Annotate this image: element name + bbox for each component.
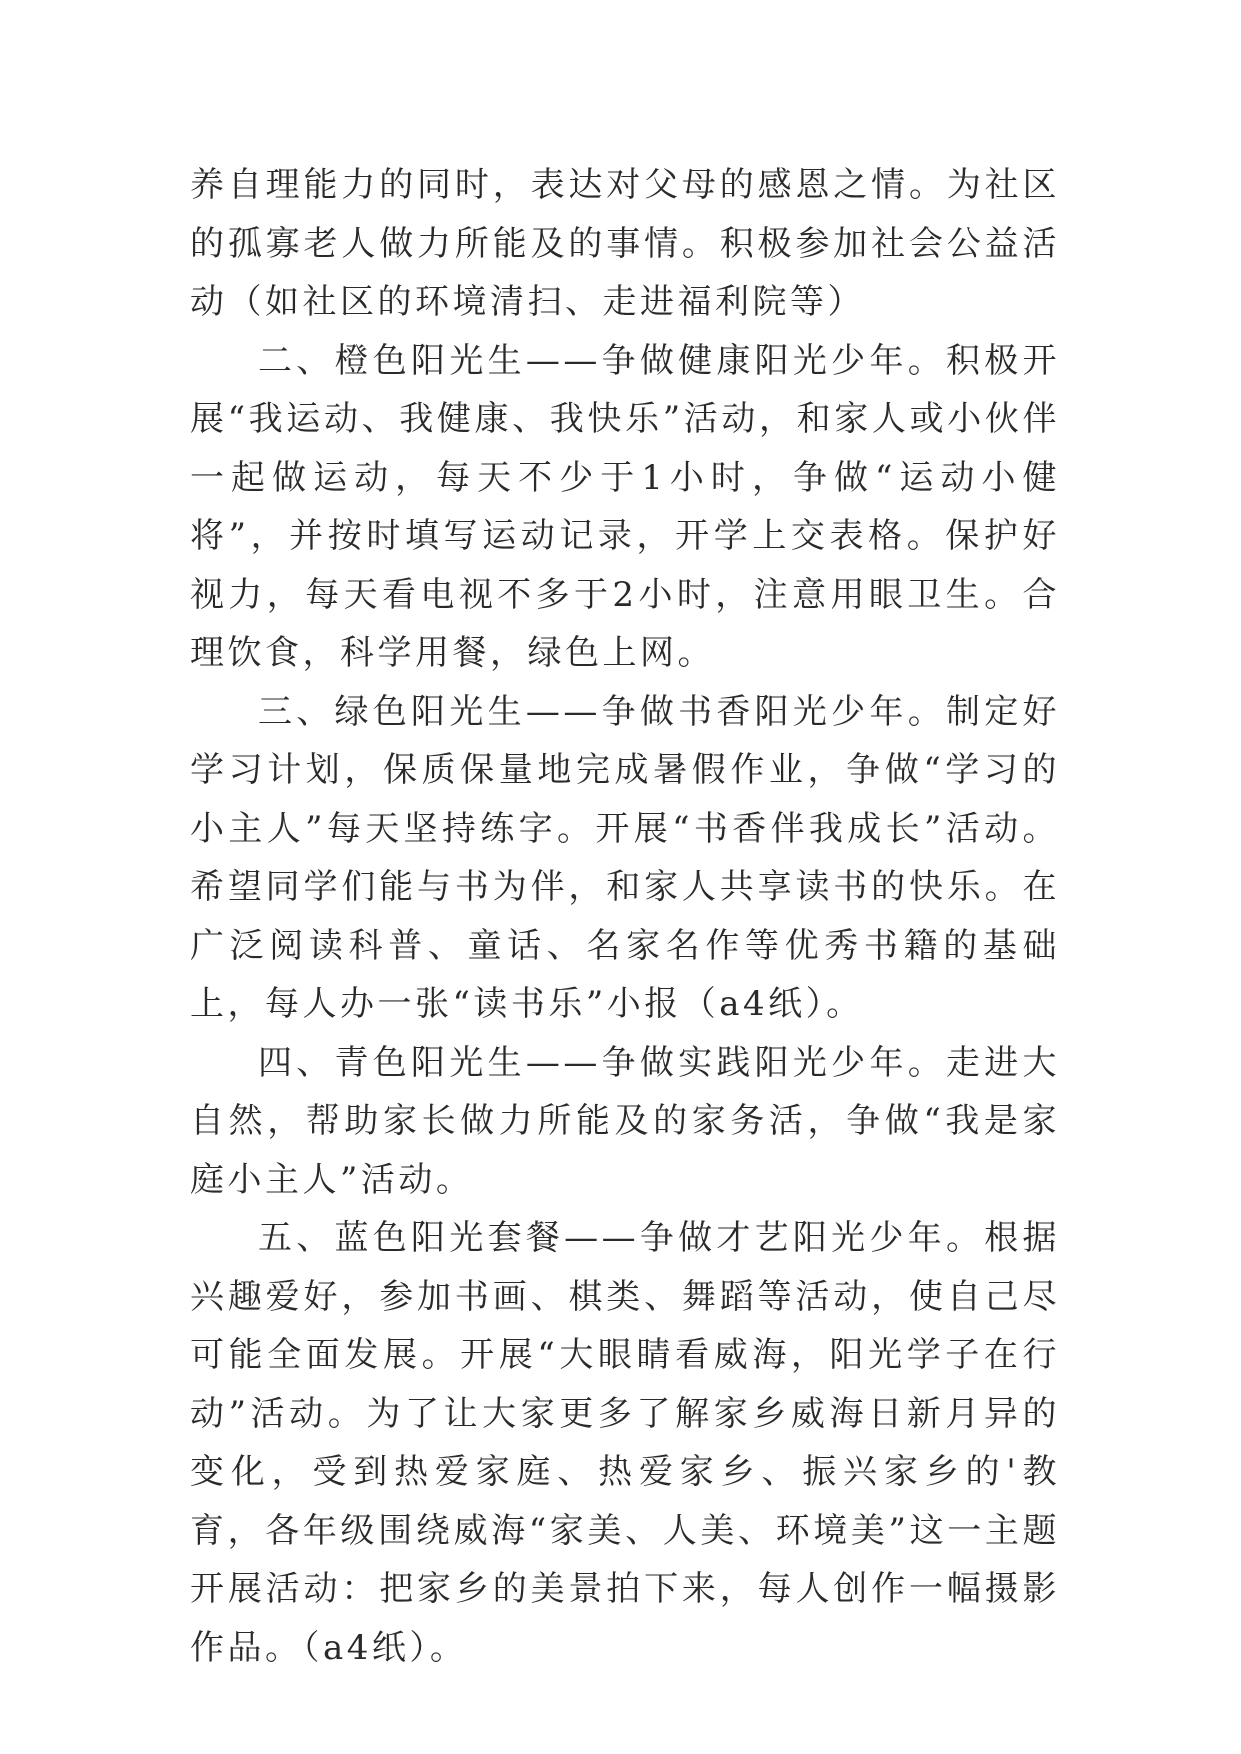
paragraph-green-sunshine: 三、绿色阳光生——争做书香阳光少年。制定好学习计划，保质保量地完成暑假作业，争做“学习的小主人”每天坚持练字。开展“书香伴我成长”活动。希望同学们能与书为伴，和家人共享读书的快乐。在广泛阅读科普、童话、名家名作等优秀书籍的基础上，每人办一张“读书乐”小报（a4纸）。 <box>190 691 1060 1024</box>
paragraph-cyan-sunshine: 四、青色阳光生——争做实践阳光少年。走进大自然，帮助家长做力所能及的家务活，争做“我是家庭小主人”活动。 <box>190 1042 1060 1200</box>
paragraph-orange-sunshine: 二、橙色阳光生——争做健康阳光少年。积极开展“我运动、我健康、我快乐”活动，和家人或小伙伴一起做运动，每天不少于1小时，争做“运动小健将”，并按时填写运动记录，开学上交表格。保护好视力，每天看电视不多于2小时，注意用眼卫生。合理饮食，科学用餐，绿色上网。 <box>190 340 1060 673</box>
paragraph-continuation: 养自理能力的同时，表达对父母的感恩之情。为社区的孤寡老人做力所能及的事情。积极参加社会公益活动（如社区的环境清扫、走进福利院等） <box>190 165 1060 322</box>
paragraph-blue-sunshine: 五、蓝色阳光套餐——争做才艺阳光少年。根据兴趣爱好，参加书画、棋类、舞蹈等活动，使自己尽可能全面发展。开展“大眼睛看威海，阳光学子在行动”活动。为了让大家更多了解家乡威海日新月异的变化，受到热爱家庭、热爱家乡、振兴家乡的'教育，各年级围绕威海“家美、人美、环境美”这一主题开展活动：把家乡的美景拍下来，每人创作一幅摄影作品。（a4纸）。 <box>190 1218 1060 1668</box>
document-body <box>190 156 1060 1677</box>
